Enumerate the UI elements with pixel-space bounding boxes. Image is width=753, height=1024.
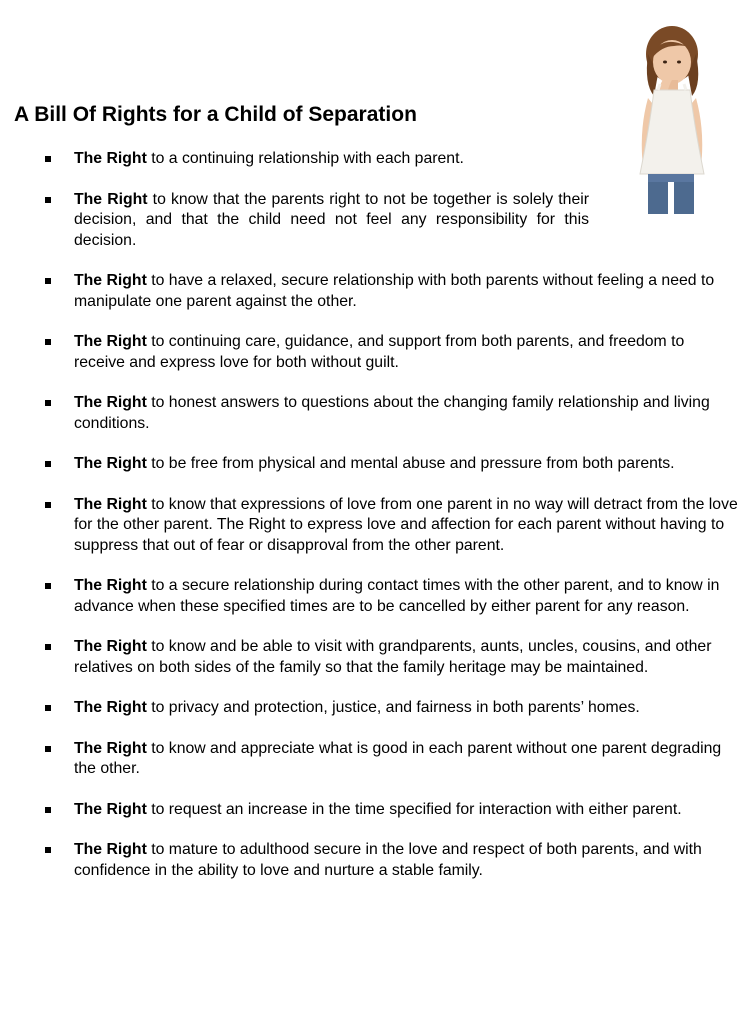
square-bullet-icon [45,461,51,467]
right-lead: The Right [74,699,147,716]
right-lead: The Right [74,495,147,513]
list-item [0,149,753,170]
square-bullet-icon [45,502,51,508]
right-text: to know and be able to visit with grandparents, aunts, uncles, cousins, and other relatives on both sides of the family so that the family heritage may be maintained. [74,638,712,676]
list-item [0,637,753,678]
right-text: to know and appreciate what is good in each parent without one parent degrading the other. [74,739,722,777]
right-lead: The Right [74,841,147,858]
list-item [0,495,753,557]
right-text: to request an increase in the time specified for interaction with either parent. [146,800,682,818]
list-item [0,190,753,252]
list-item [0,393,753,434]
square-bullet-icon [45,847,51,853]
right-lead: The Right [74,577,147,594]
list-item [0,271,753,312]
right-lead: The Right [74,150,147,167]
list-item [0,698,753,719]
right-text: to mature to adulthood secure in the love and respect of both parents, and with confidence in the ability to love and nurture a stable family. [74,841,702,879]
square-bullet-icon [45,705,51,711]
right-lead: The Right [74,190,148,208]
right-text: to know that expressions of love from one parent in no way will detract from the love for the other parent. The Right to express love and affection for each parent without having to suppress that out of fear or disapproval from the other parent. [74,495,738,554]
square-bullet-icon [45,583,51,589]
square-bullet-icon [45,400,51,406]
right-text: to a secure relationship during contact times with the other parent, and to know in advance when these specified times are to be cancelled by either parent for any reason. [74,577,720,615]
list-item [0,332,753,373]
right-text: to privacy and protection, justice, and fairness in both parents’ homes. [146,699,640,716]
square-bullet-icon [45,278,51,284]
right-lead: The Right [74,333,147,350]
square-bullet-icon [45,197,51,203]
right-lead: The Right [74,638,147,655]
right-text: to honest answers to questions about the changing family relationship and living conditions. [74,394,710,432]
list-item [0,840,753,881]
right-lead: The Right [74,455,147,472]
right-text: to have a relaxed, secure relationship with both parents without feeling a need to manipulate one parent against the other. [74,272,715,310]
square-bullet-icon [45,807,51,813]
right-lead: The Right [74,394,147,411]
right-text: to a continuing relationship with each parent. [146,150,464,167]
right-text: to know that the parents right to not be together is solely their decision, and that the child need not feel any responsibility for this decision. [74,190,589,249]
right-lead: The Right [74,272,147,289]
right-lead: The Right [74,800,147,818]
right-text: to continuing care, guidance, and support from both parents, and freedom to receive and express love for both without guilt. [74,333,685,371]
square-bullet-icon [45,746,51,752]
square-bullet-icon [45,156,51,162]
list-item [0,800,753,821]
list-item [0,576,753,617]
page-title: A Bill Of Rights for a Child of Separation [14,103,417,126]
square-bullet-icon [45,644,51,650]
list-item [0,454,753,475]
list-item [0,739,753,780]
right-lead: The Right [74,739,147,757]
right-text: to be free from physical and mental abuse and pressure from both parents. [146,455,675,472]
square-bullet-icon [45,339,51,345]
rights-list [0,149,753,901]
